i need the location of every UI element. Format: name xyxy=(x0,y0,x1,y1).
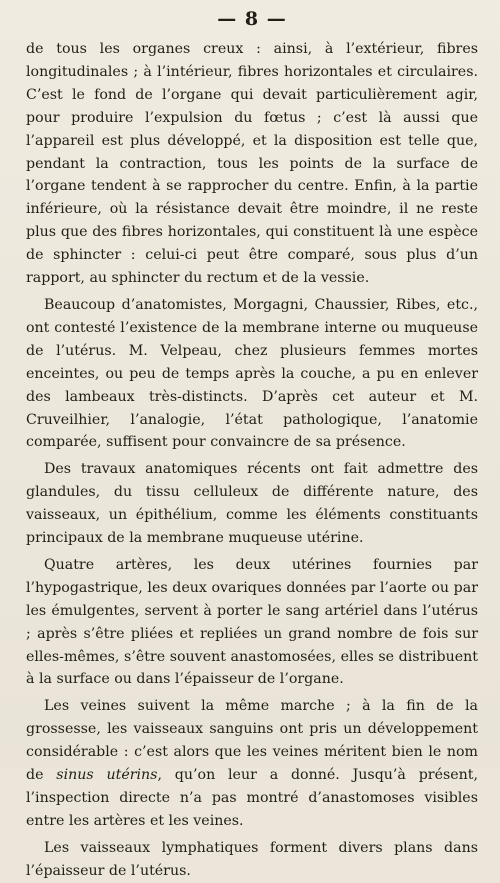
veins-emphasis-term: sinus utérins xyxy=(56,767,158,784)
page-body xyxy=(26,38,478,883)
paragraph-arteries: Quatre artères, les deux utérines fournies par l’hypogastrique, les deux ovariques données par l’aorte ou par les émulgentes, servent à porter le sang artériel dans l’utérus ; après s’être pliées et repliées un grand nombre de fois sur elles-mêmes, s’être souvent anastomosées, elles se distribuent à la surface ou dans l’épaisseur de l’organe. xyxy=(26,556,478,688)
page-number: — 8 — xyxy=(217,8,287,30)
veins-text-end: , qu’on leur a donné. Jusqu’à présent, l’inspection directe n’a pas montré d’anastomoses visibles entre les artères et les veines. xyxy=(26,767,478,829)
veins-text-start: Les veines suivent la même marche ; à la fin de la grossesse, les vaisseaux sanguins ont pris un développement considérable : c’est alors que les veines méritent bien le nom de xyxy=(26,698,478,784)
paragraph-lymphatics: Les vaisseaux lymphatiques forment divers plans dans l’épaisseur de l’utérus. xyxy=(26,839,478,879)
paragraph-muscle-fibers: de tous les organes creux : ainsi, à l’extérieur, fibres longitudinales ; à l’intérieur, fibres horizontales et circulaires. C’est le fond de l’organe qui devait particulièrement agir, pour produire l’expulsion du fœtus ; c’est là aussi que l’appareil est plus développé, et la disposition est telle que, pendant la contraction, tous les points de la surface de l’organe tendent à se rapprocher du centre. Enfin, à la partie inférieure, où la résistance devait être moindre, il ne reste plus que des fibres horizontales, qui constituent là une espèce de sphincter : celui-ci peut être comparé, sous plus d’un rapport, au sphincter du rectum et de la vessie. xyxy=(26,41,478,287)
paragraph-recent-anatomy: Des travaux anatomiques récents ont fait admettre des glandules, du tissu celluleux de différente nature, des vaisseaux, un épithélium, comme les éléments constituants principaux de la membrane muqueuse utérine. xyxy=(26,461,478,547)
paragraph-mucous-membrane: Beaucoup d’anatomistes, Morgagni, Chaussier, Ribes, etc., ont contesté l’existence de la membrane interne ou muqueuse de l’utérus. M. Velpeau, chez plusieurs femmes mortes enceintes, ou peu de temps après la couche, a pu en enlever des lambeaux très-distincts. D’après cet auteur et M. Cruveilhier, l’analogie, l’état pathologique, l’anatomie comparée, suffisent pour convaincre de sa présence. xyxy=(26,296,478,451)
paragraph-veins xyxy=(26,695,478,832)
